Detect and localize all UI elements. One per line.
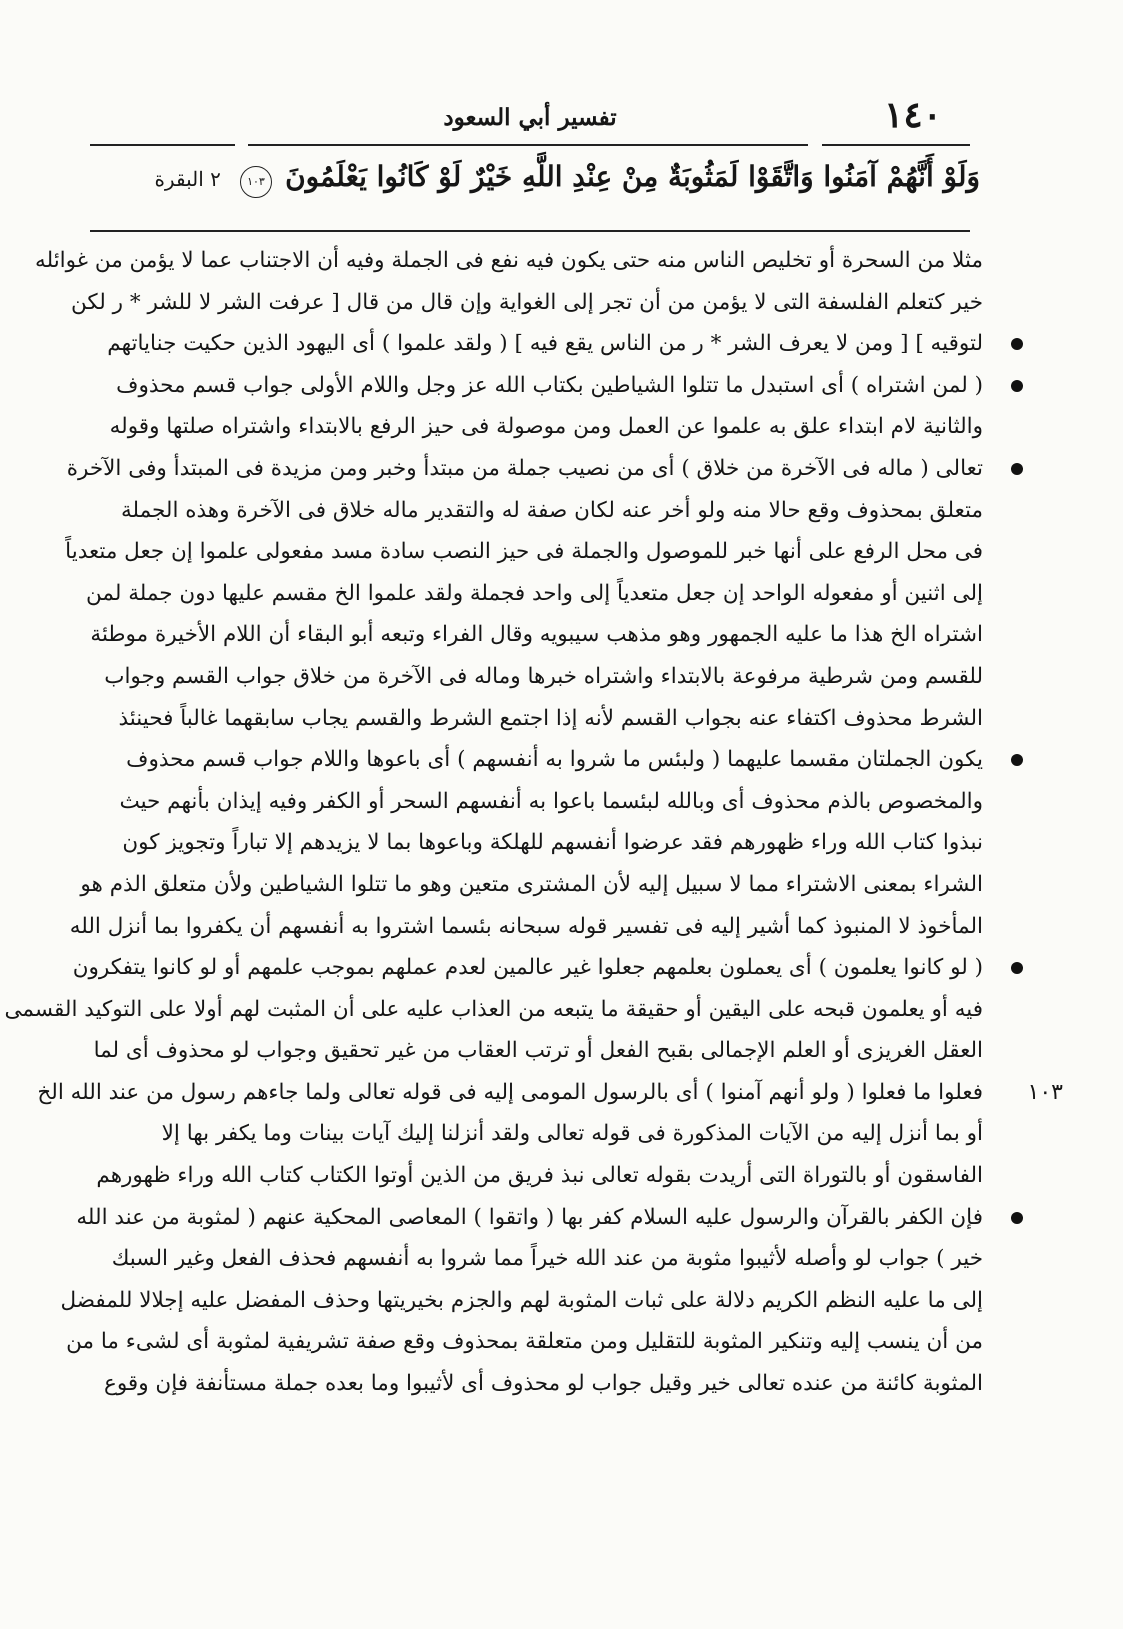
- text-line: [0, 1030, 1123, 1072]
- text-line: [0, 323, 1123, 365]
- line-text: أو بما أنزل إليه من الآيات المذكورة فى قوله تعالى ولقد أنزلنا إليك آيات بينات وما يكفر بها إلا: [161, 1121, 983, 1147]
- line-text: والثانية لام ابتداء علق به علموا عن العمل ومن موصولة فى حيز الرفع بالابتداء واشتراه صلتها وقوله: [109, 414, 983, 440]
- text-line: [0, 1363, 1123, 1405]
- line-text: والمخصوص بالذم محذوف أى وبالله لبئسما باعوا به أنفسهم السحر أو الكفر وفيه إيذان بأنهم حيث: [119, 788, 983, 814]
- line-text: فعلوا ما فعلوا ( ولو أنهم آمنوا ) أى بالرسول المومى إليه فى قوله تعالى ولما جاءهم رسول من عند الله الخ: [37, 1079, 983, 1105]
- line-text: للقسم ومن شرطية مرفوعة بالابتداء واشتراه خبرها وماله فى الآخرة من خلاق جواب القسم وجواب: [104, 663, 983, 689]
- bullet-icon: [1011, 754, 1023, 766]
- text-line: [0, 739, 1123, 781]
- line-text: إلى اثنين أو مفعوله الواحد إن جعل متعدياً إلى واحد فجملة ولقد علموا الخ مقسم عليها دون جملة لمن: [86, 580, 983, 606]
- text-line: [0, 365, 1123, 407]
- line-text: لتوقيه ] [ ومن لا يعرف الشر * ر من الناس يقع فيه ] ( ولقد علموا ) أى اليهود الذين حكيت جناياتهم: [107, 331, 983, 357]
- bullet-icon: [1011, 962, 1023, 974]
- margin-verse-number: ١٠٣: [1027, 1079, 1063, 1105]
- line-text: من أن ينسب إليه وتنكير المثوبة للتقليل ومن متعلقة بمحذوف وقع صفة تشريفية لمثوبة أى لشىء ما من: [66, 1329, 983, 1355]
- text-line: [0, 573, 1123, 615]
- line-text: المأخوذ لا المنبوذ كما أشير إليه فى تفسير قوله سبحانه بئسما اشتروا به أنفسهم أن يكفروا بما أنزل الله: [69, 913, 983, 939]
- text-line: [0, 1155, 1123, 1197]
- text-line: [0, 698, 1123, 740]
- text-line: [0, 656, 1123, 698]
- text-line: [0, 614, 1123, 656]
- line-text: الفاسقون أو بالتوراة التى أريدت بقوله تعالى نبذ فريق من الذين أوتوا الكتاب كتاب الله وراء ظهورهم: [96, 1163, 983, 1189]
- line-text: فيه أو يعلمون قبحه على اليقين أو حقيقة ما يتبعه من العذاب عليه على أن المثبت لهم أولا على التوكيد القسمى: [4, 996, 983, 1022]
- bullet-icon: [1011, 380, 1023, 392]
- line-text: العقل الغريزى أو العلم الإجمالى بقبح الفعل أو ترتب العقاب من غير تحقيق وجواب لو محذوف أى لما: [93, 1038, 983, 1064]
- running-title: تفسير أبي السعود: [443, 104, 617, 131]
- line-text: اشتراه الخ هذا ما عليه الجمهور وهو مذهب سيبويه وقال الفراء وتبعه أبو البقاء أن اللام الأخيرة موطئة: [90, 622, 983, 648]
- line-text: خير ) جواب لو وأصله لأثيبوا مثوبة من عند الله خيراً مما شروا به أنفسهم فحذف الفعل وغير السبك: [111, 1246, 983, 1272]
- text-line: [0, 989, 1123, 1031]
- verse-rule: [90, 230, 970, 232]
- text-line: [0, 822, 1123, 864]
- text-line: [0, 947, 1123, 989]
- text-line: [0, 1280, 1123, 1322]
- quran-verse: [100, 160, 980, 198]
- header-rule: [822, 144, 970, 146]
- text-line: [0, 1113, 1123, 1155]
- header-rule: [90, 144, 235, 146]
- text-line: [0, 781, 1123, 823]
- line-text: مثلا من السحرة أو تخليص الناس منه حتى يكون فيه نفع فى الجملة وفيه أن الاجتناب عما لا يؤمن من غوائله: [35, 248, 983, 273]
- bullet-icon: [1011, 463, 1023, 475]
- text-line: [0, 1238, 1123, 1280]
- text-line: [0, 906, 1123, 948]
- text-line: [0, 240, 1123, 282]
- line-text: خير كتعلم الفلسفة التى لا يؤمن من أن تجر إلى الغواية وإن قال من قال [ عرفت الشر لا للشر * ر لكن: [71, 289, 983, 315]
- bullet-icon: [1011, 1212, 1023, 1224]
- text-line: [0, 864, 1123, 906]
- text-line: [0, 531, 1123, 573]
- text-line: [0, 1072, 1123, 1114]
- line-text: نبذوا كتاب الله وراء ظهورهم فقد عرضوا أنفسهم للهلكة وباعوها بما لا يزيدهم إلا تباراً وتجويز كون: [122, 830, 983, 856]
- line-text: يكون الجملتان مقسما عليهما ( ولبئس ما شروا به أنفسهم ) أى باعوها واللام جواب قسم محذوف: [126, 747, 983, 773]
- line-text: الشرط محذوف اكتفاء عنه بجواب القسم لأنه إذا اجتمع الشرط والقسم يجاب سابقهما غالباً فحينئذ: [118, 705, 983, 731]
- line-text: المثوبة كائنة من عنده تعالى خير وقيل جواب لو محذوف أى لأثيبوا وما بعده جملة مستأنفة فإن وقوع: [103, 1371, 983, 1397]
- line-text: ( لمن اشتراه ) أى استبدل ما تتلوا الشياطين بكتاب الله عز وجل واللام الأولى جواب قسم محذوف: [116, 372, 983, 398]
- verse-text: وَلَوْ أَنَّهُمْ آمَنُوا وَاتَّقَوْا لَمَثُوبَةٌ مِنْ عِنْدِ اللَّهِ خَيْرٌ لَوْ كَانُوا يَعْلَمُونَ: [285, 160, 980, 193]
- line-text: ( لو كانوا يعلمون ) أى يعملون بعلمهم جعلوا غير عالمين لعدم عملهم بموجب علمهم أو لو كانوا يتفكرون: [72, 955, 983, 981]
- text-line: [0, 1197, 1123, 1239]
- text-line: [0, 490, 1123, 532]
- line-text: إلى ما عليه النظم الكريم دلالة على ثبات المثوبة لهم والجزم بخيريتها وحذف المفضل عليه إجلالا للمفضل: [60, 1287, 983, 1313]
- running-header: [90, 92, 970, 148]
- line-text: الشراء بمعنى الاشتراء مما لا سبيل إليه لأن المشترى متعين وهو ما تتلوا الشياطين ولأن متعلق الذم هو: [80, 871, 983, 897]
- text-line: [0, 1321, 1123, 1363]
- text-line: [0, 406, 1123, 448]
- verse-number-mark: ١٠٣: [240, 166, 272, 198]
- verse-reference: ٢ البقرة: [154, 167, 221, 191]
- line-text: متعلق بمحذوف وقع حالا منه ولو أخر عنه لكان صفة له والتقدير ماله خلاق فى الآخرة وهذه الجملة: [120, 497, 983, 523]
- line-text: تعالى ( ماله فى الآخرة من خلاق ) أى من نصيب جملة من مبتدأ وخبر ومن مزيدة فى المبتدأ وفى الآخرة: [66, 455, 983, 481]
- commentary-body: [0, 240, 1123, 1405]
- line-text: فإن الكفر بالقرآن والرسول عليه السلام كفر بها ( واتقوا ) المعاصى المحكية عنهم ( لمثوبة من عند الله: [76, 1204, 983, 1230]
- header-rule: [248, 144, 808, 146]
- text-line: [0, 448, 1123, 490]
- line-text: فى محل الرفع على أنها خبر للموصول والجملة فى حيز النصب سادة مسد مفعولى علموا إن جعل متعدياً: [65, 539, 983, 565]
- bullet-icon: [1011, 338, 1023, 350]
- text-line: [0, 282, 1123, 324]
- page-number: ١٤٠: [883, 94, 942, 136]
